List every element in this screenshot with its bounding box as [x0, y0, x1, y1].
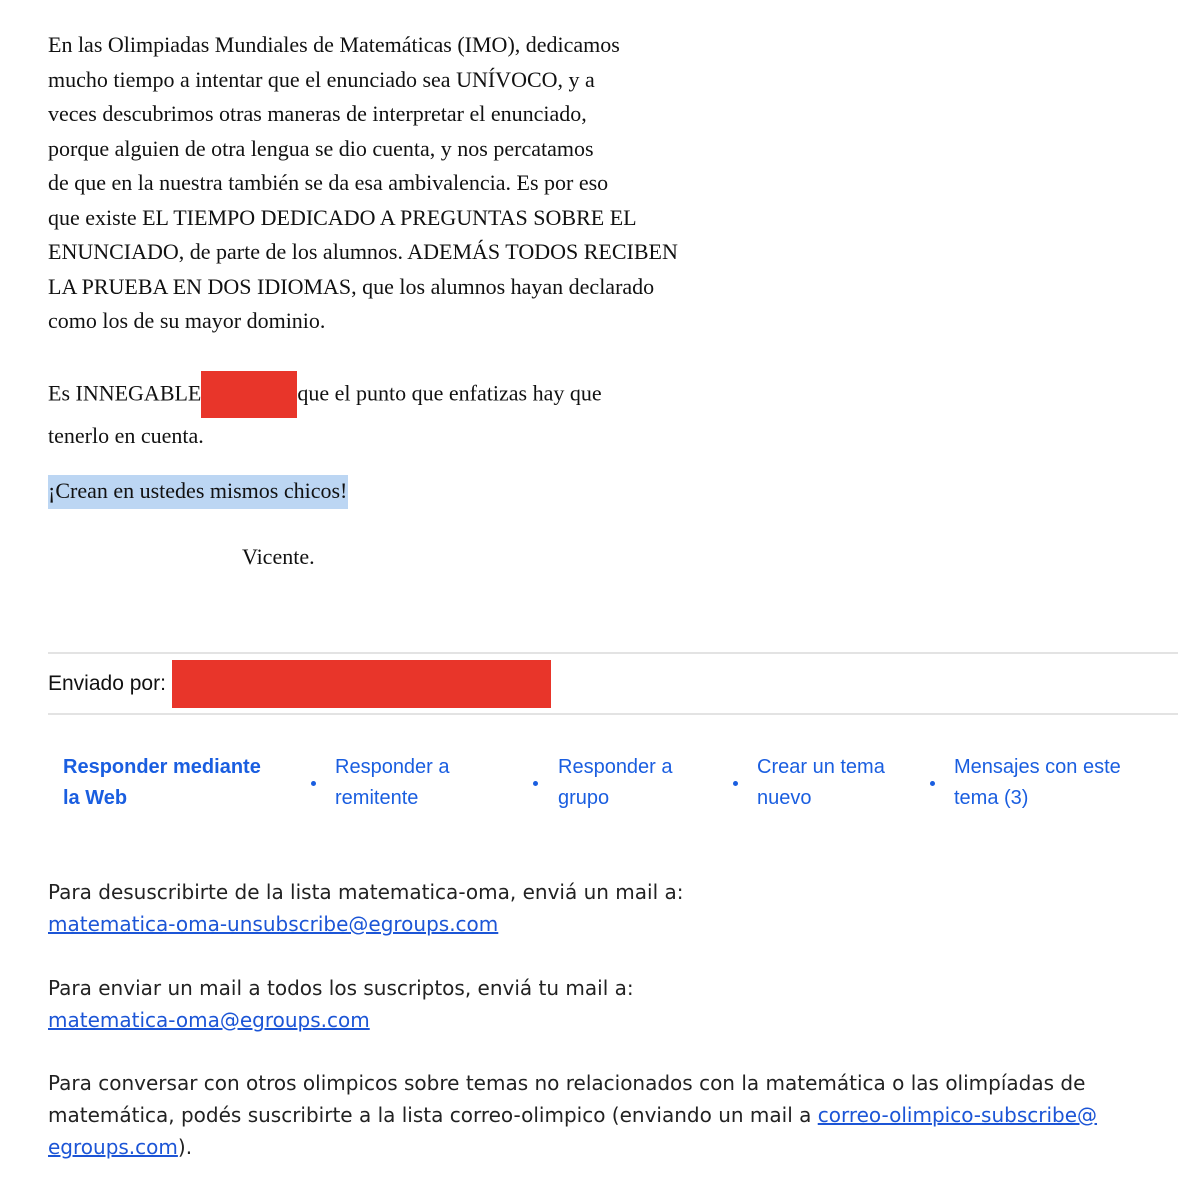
post-email-link[interactable]: matematica-oma@egroups.com	[48, 1008, 370, 1032]
message-line: veces descubrimos otras maneras de interpretar el enunciado,	[48, 101, 587, 126]
reply-web-link-line1: Responder mediante	[63, 756, 261, 778]
unsubscribe-email-link[interactable]: matematica-oma-unsubscribe@egroups.com	[48, 912, 499, 936]
redaction-box	[172, 660, 551, 708]
reply-web-link[interactable]	[63, 752, 261, 814]
topic-messages-link-line1: Mensajes con este	[954, 756, 1121, 778]
message-line: tenerlo en cuenta.	[48, 423, 204, 448]
redaction-box	[201, 371, 297, 418]
message-line: de que en la nuestra también se da esa ambivalencia. Es por eso	[48, 170, 609, 195]
other-list-text-end: ).	[177, 1135, 193, 1159]
reply-sender-link-line2: remitente	[335, 787, 419, 809]
new-topic-link-line2: nuevo	[757, 787, 812, 809]
separator-dot-icon	[533, 781, 538, 786]
separator-dot-icon	[930, 781, 935, 786]
subscribe-email-link-part1[interactable]: correo-olimpico-subscribe@	[817, 1103, 1098, 1127]
message-line: En las Olimpiadas Mundiales de Matemáticas (IMO), dedicamos	[48, 32, 620, 57]
separator-dot-icon	[311, 781, 316, 786]
message-text-before-redaction: Es INNEGABLE	[48, 380, 202, 406]
divider	[48, 652, 1178, 654]
topic-messages-link[interactable]	[954, 752, 1121, 814]
message-line: que existe EL TIEMPO DEDICADO A PREGUNTAS SOBRE EL	[48, 204, 637, 230]
message-text-after-redaction: que el punto que enfatizas hay que	[297, 380, 602, 406]
highlighted-text-content: ¡Crean en ustedes mismos chicos!	[48, 475, 348, 509]
reply-sender-link-line1: Responder a	[335, 756, 450, 778]
post-text: Para enviar un mail a todos los suscriptos, enviá tu mail a:	[48, 976, 634, 1000]
message-line	[48, 372, 748, 419]
sent-by-row	[48, 660, 551, 708]
unsubscribe-text: Para desuscribirte de la lista matematica-oma, enviá un mail a:	[48, 880, 684, 904]
message-actions	[63, 752, 1173, 822]
reply-group-link[interactable]	[558, 752, 673, 814]
message-line: LA PRUEBA EN DOS IDIOMAS, que los alumnos hayan declarado	[48, 273, 655, 299]
footer-unsubscribe	[48, 876, 1178, 940]
other-list-text-line2: matemática, podés suscribirte a la lista correo-olimpico (enviando un mail a	[48, 1103, 818, 1127]
new-topic-link[interactable]	[757, 752, 885, 814]
reply-web-link-line2: la Web	[63, 787, 128, 809]
footer-post	[48, 972, 1178, 1036]
subscribe-email-link-part2[interactable]: egroups.com	[48, 1135, 178, 1159]
message-line: ENUNCIADO, de parte de los alumnos. ADEMÁS TODOS RECIBEN	[48, 239, 678, 264]
message-paragraph-2	[48, 372, 748, 453]
message-line: porque alguien de otra lengua se dio cuenta, y nos percatamos	[48, 135, 594, 161]
message-paragraph-1	[48, 28, 748, 339]
footer-other-list	[48, 1067, 1178, 1163]
separator-dot-icon	[733, 781, 738, 786]
message-line: mucho tiempo a intentar que el enunciado sea UNÍVOCO, y a	[48, 66, 595, 92]
reply-group-link-line2: grupo	[558, 787, 610, 809]
other-list-text-line1: Para conversar con otros olimpicos sobre temas no relacionados con la matemática o las olimpíadas de	[48, 1071, 1086, 1095]
new-topic-link-line1: Crear un tema	[757, 756, 885, 778]
topic-messages-link-line2: tema (3)	[954, 787, 1029, 809]
signature: Vicente.	[242, 544, 315, 569]
reply-sender-link[interactable]	[335, 752, 450, 814]
reply-group-link-line1: Responder a	[558, 756, 673, 778]
divider	[48, 713, 1178, 715]
sent-by-label: Enviado por:	[48, 672, 166, 695]
highlighted-text[interactable]	[48, 474, 348, 508]
message-line: como los de su mayor dominio.	[48, 308, 326, 333]
